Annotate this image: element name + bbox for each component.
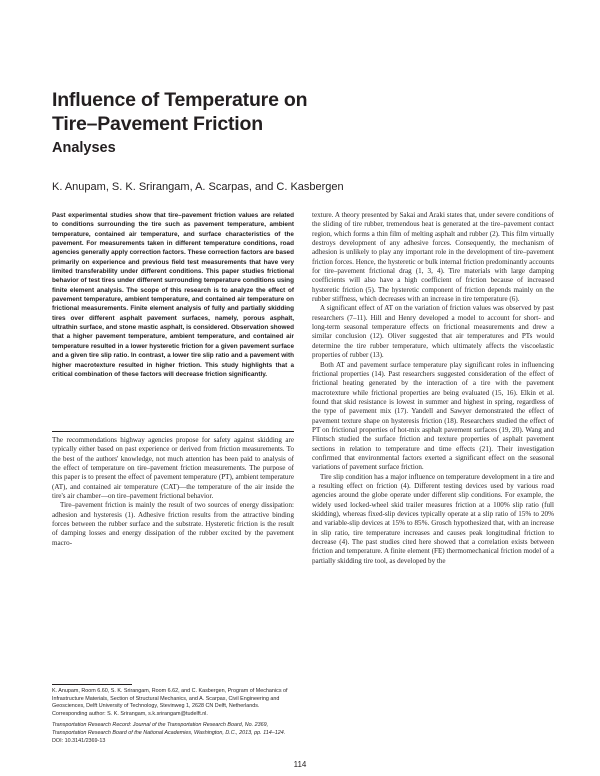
abstract-text: Past experimental studies show that tire–pavement friction values are related to conditions surrounding the tire such as pavement temperature, ambient temperature, contained air temperature, and surface characteristics of the pavement. For measurements taken in different temperature conditions, road agencies generally apply correction factors. These correction factors are based primarily on experience and previous field test measurements that have very limited transferability under different conditions. This paper studies frictional behavior of test tires under different surrounding temperature conditions using finite element analysis. The scope of this research is to analyze the effect of pavement temperature, ambient temperature, and contained air temperature on frictional measurements. Finite element analysis of fully and partially skidding tires over different asphalt pavement surfaces, namely, porous asphalt, ultrathin surface, and stone mastic asphalt, is considered. Observation showed that a higher pavement temperature, ambient temperature, and contained air temperature resulted in a lower hysteretic friction for a given pavement surface and a given tire slip ratio. In contrast, a lower tire slip ratio and a pavement with higher macrotexture resulted in higher friction. This study highlights that a critical combination of these factors will decrease friction significantly.: [52, 212, 294, 378]
paper-title: [52, 88, 572, 136]
doi: DOI: 10.3141/2369-13: [52, 737, 106, 744]
intro-paragraph-1: The recommendations highway agencies propose for safety against skidding are typically either based on past experience or derived from friction measurements. To the best of the authors' knowledge, not much attention has been paid to analysis of the effect of temperature on tire–pavement friction measurements. The purpose of this paper is to present the effect of pavement temperature (PT), ambient temperature (AT), and contained air temperature (CAT)—the temperature of the air inside the tire's air chamber—on tire–pavement frictional behavior.: [52, 436, 294, 501]
page-number: 114: [293, 760, 307, 769]
right-column: [312, 211, 554, 566]
body-paragraph-1: texture. A theory presented by Sakai and Araki states that, under severe conditions of the sliding of tire rubber, tremendous heat is generated at the tire–pavement contact region, which forms a thin film of melting asphalt and rubber (2). This film virtually destroys development of any adhesive forces. Consequently, the mechanism of adhesion is unlikely to play any important role in the development of tire–pavement friction forces. Hence, the hysteretic or bulk internal friction predominantly accounts for tire–pavement frictional drag (1, 3, 4). Tire materials with large damping coefficients will also have a high coefficient of friction because of increased hysteretic friction (5). The hysteretic component of friction depends mainly on the rubber stiffness, which decreases with an increase in tire temperature (6).: [312, 211, 554, 304]
journal-citation: Transportation Research Record: Journal of the Transportation Research Board, No. 2369, Transportation Research Board of the National Academies, Washington, D.C., 2013, pp. 114–124.: [52, 722, 286, 736]
author-affiliation: K. Anupam, Room 6.60, S. K. Srirangam, Room 6.62, and C. Kasbergen, Program of Mechanics of Infrastructure Materials, Section of Structural Mechanics, and A. Scarpas, Civil Engineering and Geosciences, Delft University of Technology, Stevinweg 1, 2628 CN Delft, Netherlands. Corresponding author: S. K. Srirangam, s.k.srirangam@tudelft.nl.: [52, 688, 288, 717]
author-list: K. Anupam, S. K. Srirangam, A. Scarpas, and C. Kasbergen: [52, 181, 344, 193]
abstract-divider: [52, 431, 294, 432]
abstract: [52, 211, 294, 379]
footnote: [52, 688, 294, 745]
title-line-1: Influence of Temperature on: [52, 89, 308, 111]
title-line-2: Tire–Pavement Friction: [52, 113, 263, 135]
footnote-divider: [52, 684, 132, 685]
body-paragraph-3: Both AT and pavement surface temperature play significant roles in influencing frictional properties (14). Past researchers suggested consideration of the effect of frictional heating generated by the interaction of a tire with the pavement macrotexture while frictional properties are being evaluated (15, 16). Elkin et al. found that skid resistance is lowest in summer and highest in spring, regardless of the type of pavement mix (17). Yandell and Sawyer demonstrated the effect of pavement texture shape on hysteresis friction (18). Researchers studied the effect of PT on frictional properties of hot-mix asphalt pavement surfaces (19, 20). Wang and Flintsch studied the surface friction and texture properties of asphalt pavement sections in relation to temperature and time effects (21). Their investigation confirmed that environmental factors exerted a significant effect on the seasonal variations of pavement surface friction.: [312, 360, 554, 472]
body-paragraph-4: Tire slip condition has a major influence on temperature development in a tire and a resulting effect on friction (4). Different testing devices used by various road agencies around the globe operate under different slip conditions. For example, the widely used locked-wheel skid trailer measures friction at a 100% slip ratio (full skidding), whereas fixed-slip devices typically operate at a slip ratio of 15% to 20% and variable-slip devices at 15% to 85%. Grosch hypothesized that, with an increase in slip ratio, tire temperature increases and causes peak longitudinal friction to decrease (4). The past studies cited here showed that a correlation exists between friction and temperature. A finite element (FE) thermomechanical friction model of a partially skidding tire tool, as developed by the: [312, 472, 554, 565]
paper-subtitle: Analyses: [52, 140, 116, 156]
introduction: [52, 436, 294, 548]
body-paragraph-2: A significant effect of AT on the variation of friction values was observed by past researchers (7–11). Hill and Henry developed a model to account for short- and long-term seasonal temperature effects on frictional measurements and drew a similar conclusion (12). Oliver suggested that air temperatures and PTs would determine the tire rubber temperature, which ultimately affects the viscoelastic properties of rubber (13).: [312, 304, 554, 360]
intro-paragraph-2: Tire–pavement friction is mainly the result of two sources of energy dissipation: adhesion and hysteresis (1). Adhesive friction results from the attractive binding forces between the rubber surface and the substrate. Hysteretic friction is the result of damping losses and energy dissipation of the rubber excited by the pavement macro-: [52, 501, 294, 547]
